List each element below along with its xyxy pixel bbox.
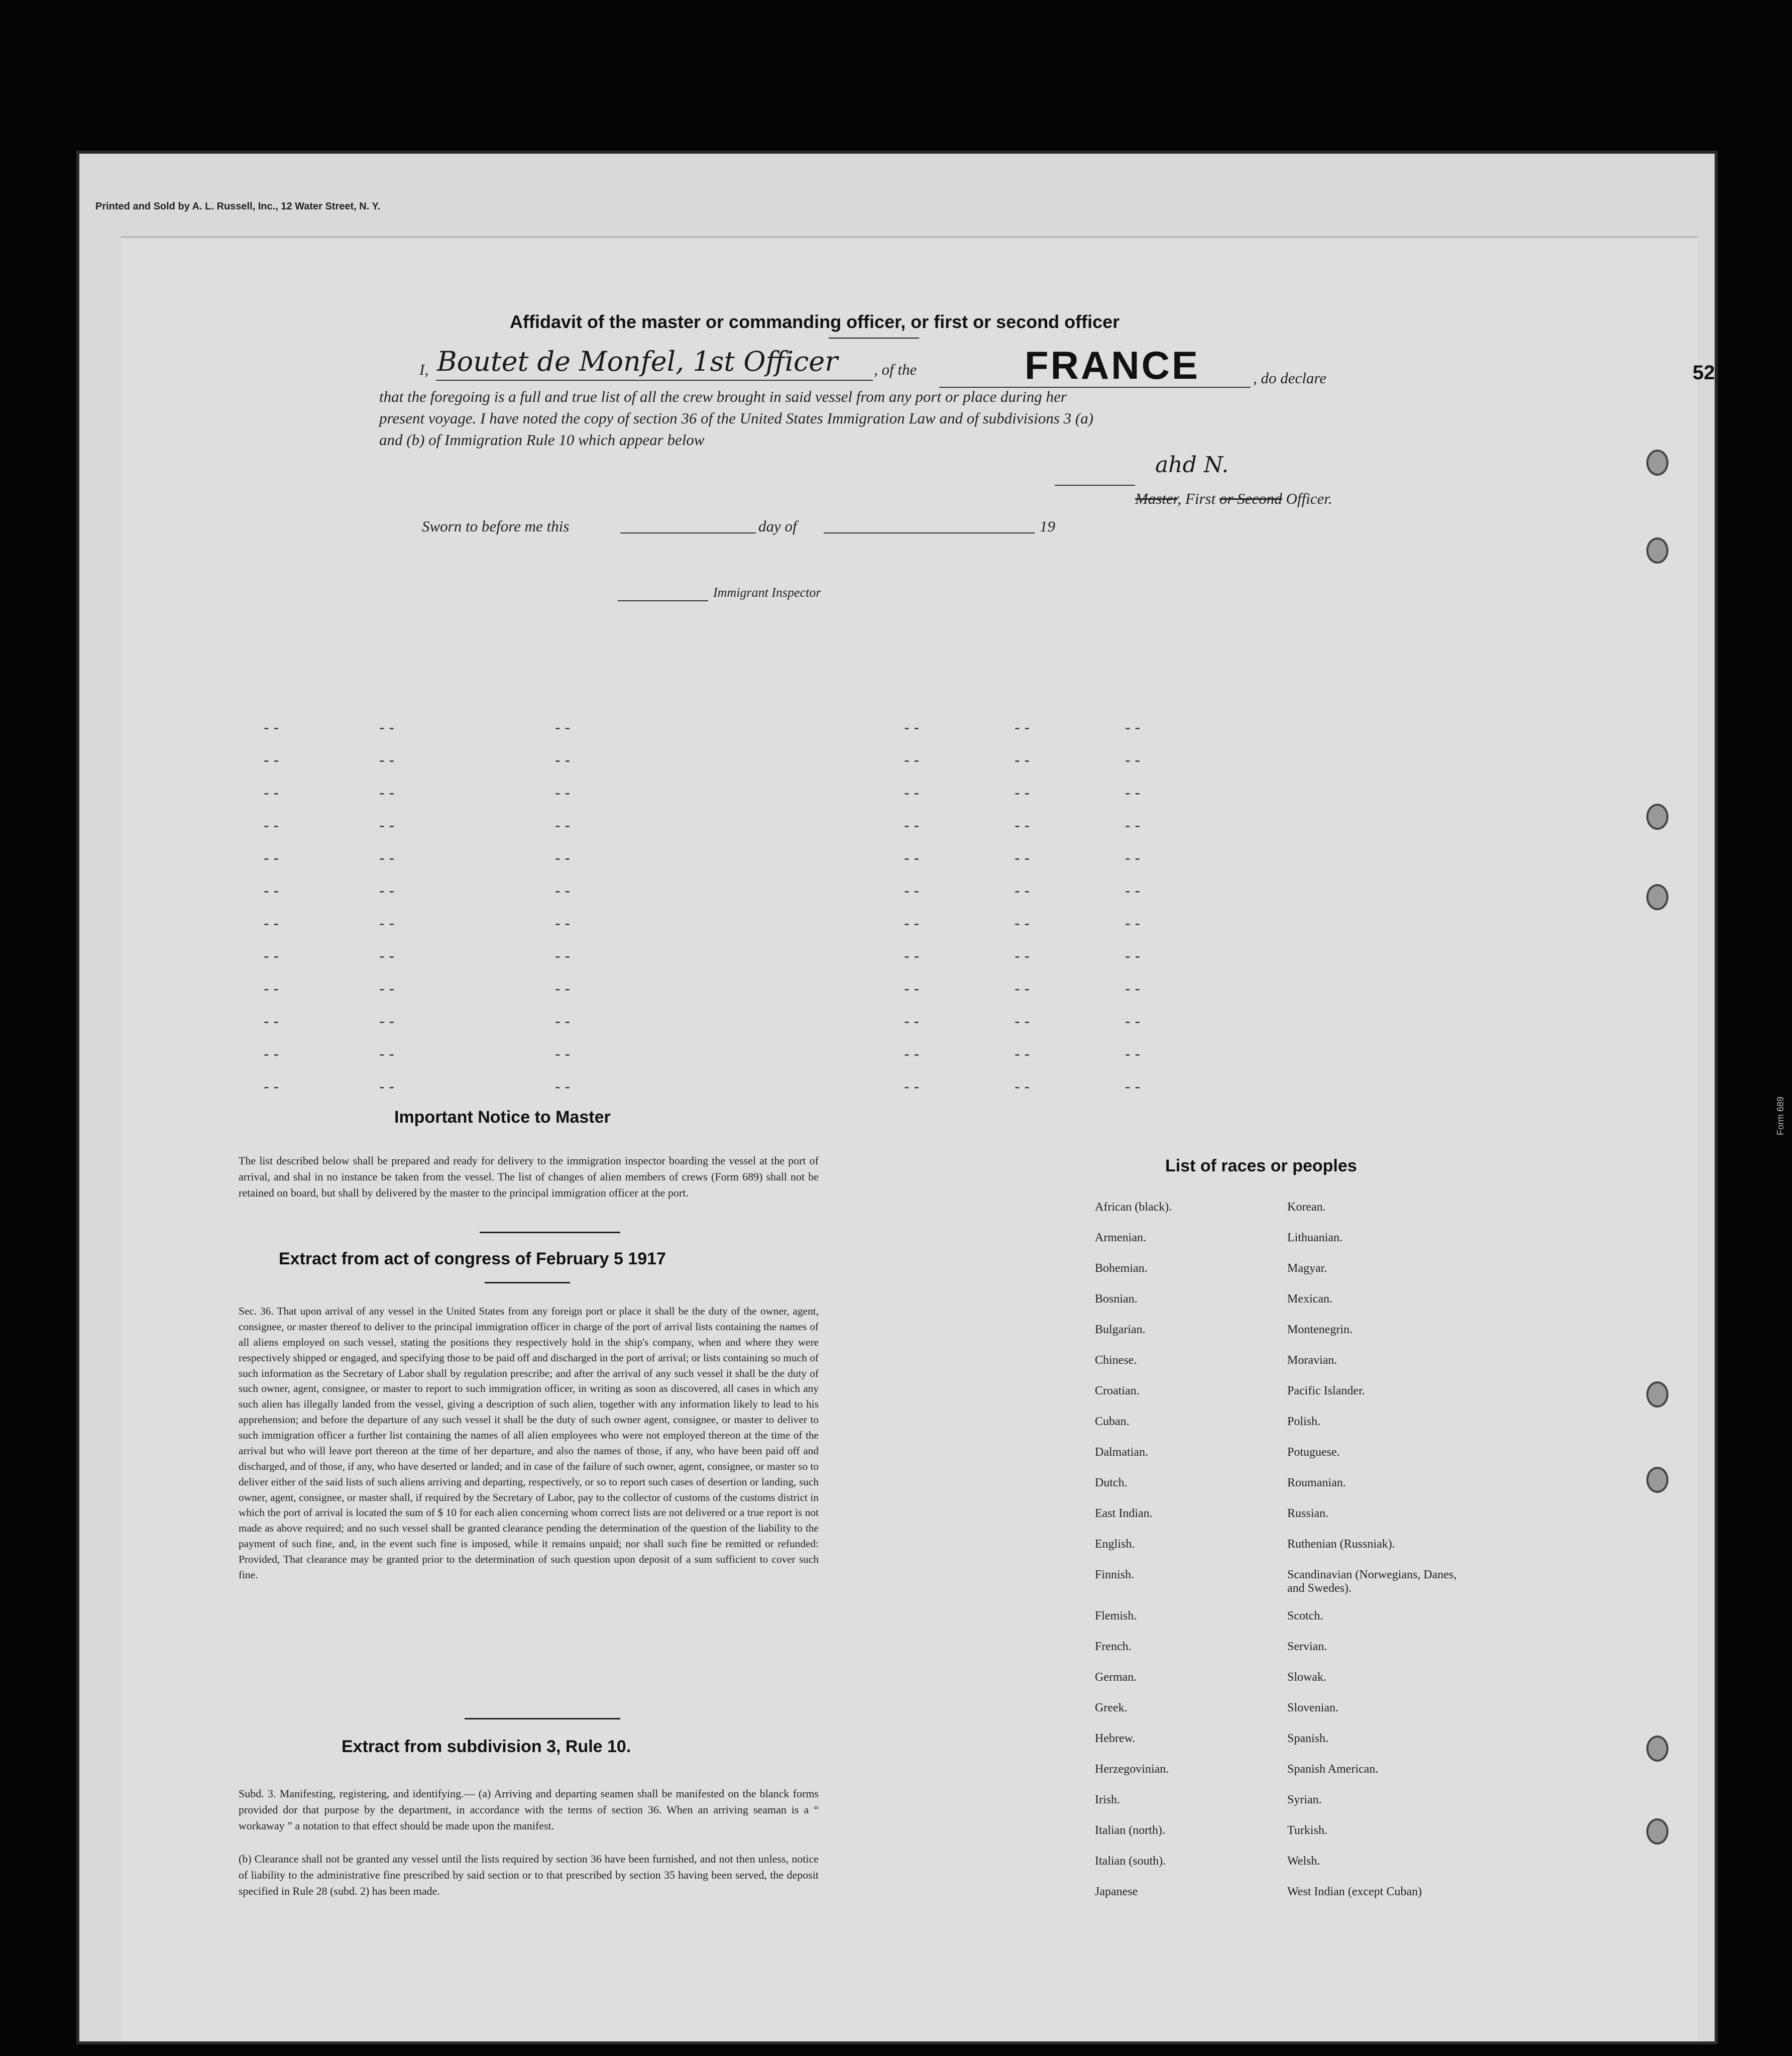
dash-mark: - - — [555, 947, 571, 965]
of-the-text: , of the — [874, 361, 917, 378]
race-item: Servian. — [1287, 1640, 1327, 1653]
dash-mark: - - — [264, 849, 279, 867]
race-item: Welsh. — [1287, 1855, 1320, 1868]
dash-mark: - - — [904, 849, 920, 867]
race-item: Bulgarian. — [1095, 1323, 1146, 1336]
dash-mark: - - — [379, 1045, 395, 1063]
punch-hole-7 — [1646, 1736, 1668, 1762]
race-item: Scandinavian (Norwegians, Danes, and Swedes). — [1287, 1568, 1457, 1595]
dash-mark: - - — [1125, 1077, 1141, 1096]
dash-mark: - - — [379, 980, 395, 998]
dash-mark: - - — [264, 1077, 279, 1096]
notice-text: The list described below shall be prepared and ready for delivery to the immigration inspector boarding the vessel at the port of arrival, and shal in no instance be taken from the vessel. The list of changes of alien members of crews (Form 689) shall not be retained on board, but shall by delivered by the master to the principal immigration officer at the port. — [239, 1154, 819, 1199]
dash-mark: - - — [1125, 751, 1141, 769]
race-item: Turkish. — [1287, 1824, 1327, 1837]
punch-hole-4 — [1646, 884, 1668, 910]
extract-act-title: Extract from act of congress of February 5 1917 — [279, 1249, 666, 1268]
dash-mark: - - — [904, 816, 920, 834]
dash-mark: - - — [379, 1077, 395, 1096]
dash-mark: - - — [379, 947, 395, 965]
title-rule — [829, 338, 919, 339]
dash-mark: - - — [264, 914, 279, 932]
dash-mark: - - — [1125, 1012, 1141, 1030]
dash-mark: - - — [1015, 718, 1030, 736]
affidavit-title: Affidavit of the master or commanding officer, or first or second officer — [510, 311, 1120, 332]
race-item: Italian (north). — [1095, 1824, 1165, 1837]
punch-hole-5 — [1646, 1381, 1668, 1408]
dash-mark: - - — [555, 1077, 571, 1096]
dash-mark: - - — [904, 718, 920, 736]
dash-mark: - - — [1015, 882, 1030, 900]
race-item: African (black). — [1095, 1201, 1172, 1214]
dash-mark: - - — [379, 882, 395, 900]
race-item: Bosnian. — [1095, 1292, 1138, 1306]
officer-name: Boutet de Monfel, 1st Officer — [437, 346, 838, 377]
race-item: East Indian. — [1095, 1507, 1153, 1520]
dash-mark: - - — [379, 751, 395, 769]
race-item: Herzegovinian. — [1095, 1763, 1169, 1776]
dash-mark: - - — [264, 784, 279, 802]
dash-mark: - - — [264, 751, 279, 769]
dash-mark: - - — [1125, 914, 1141, 932]
race-item: Korean. — [1287, 1201, 1326, 1214]
dash-mark: - - — [904, 947, 920, 965]
race-item: Chinese. — [1095, 1354, 1137, 1367]
dash-mark: - - — [379, 816, 395, 834]
race-item: Ruthenian (Russniak). — [1287, 1538, 1395, 1551]
vessel-name: FRANCE — [1025, 343, 1200, 387]
dash-mark: - - — [555, 1045, 571, 1063]
race-item: Dalmatian. — [1095, 1446, 1148, 1459]
punch-hole-2 — [1646, 537, 1668, 564]
dash-mark: - - — [1125, 980, 1141, 998]
affidavit-line-3: present voyage. I have noted the copy of section 36 of the United States Immigration Law and of subdivisions 3 (a) — [379, 409, 1094, 427]
dash-mark: - - — [555, 849, 571, 867]
races-title: List of races or peoples — [1165, 1156, 1357, 1175]
affidavit-page — [121, 236, 1698, 2041]
rule-separator — [465, 1718, 620, 1719]
race-item: Spanish American. — [1287, 1763, 1379, 1776]
extract-rule-para-1: Subd. 3. Manifesting, registering, and identifying.— (a) Arriving and departing seamen shall be manifested on the blanck forms provided dor that purpose by the department, in accordance with the terms of section 36. When an arriving seaman is a “ workaway ” a notation to that effect should be made upon the manifest. — [239, 1787, 819, 1832]
do-declare-text: , do declare — [1253, 369, 1327, 387]
race-item: Montenegrin. — [1287, 1323, 1353, 1336]
race-item: Slovenian. — [1287, 1701, 1338, 1714]
dash-mark: - - — [1015, 751, 1030, 769]
dash-mark: - - — [1015, 816, 1030, 834]
dash-mark: - - — [904, 751, 920, 769]
race-item: Bohemian. — [1095, 1262, 1148, 1275]
page-number: 52 — [1693, 362, 1715, 384]
dash-mark: - - — [904, 1045, 920, 1063]
inspector-text: Immigrant Inspector — [713, 585, 821, 600]
dash-mark: - - — [264, 816, 279, 834]
dash-mark: - - — [555, 784, 571, 802]
dash-mark: - - — [1125, 816, 1141, 834]
printer-line: Printed and Sold by A. L. Russell, Inc., 12 Water Street, N. Y. — [95, 201, 381, 212]
dash-mark: - - — [1015, 1045, 1030, 1063]
race-item: Spanish. — [1287, 1732, 1329, 1745]
inspector-line — [618, 600, 708, 601]
race-item: Japanese — [1095, 1885, 1138, 1898]
dash-mark: - - — [1015, 947, 1030, 965]
dash-mark: - - — [1015, 914, 1030, 932]
form-label: Form 689 — [1775, 1096, 1785, 1135]
extract-act-rule — [485, 1282, 570, 1283]
dash-mark: - - — [1015, 980, 1030, 998]
race-item: Hebrew. — [1095, 1732, 1136, 1745]
dash-mark: - - — [264, 1045, 279, 1063]
dash-mark: - - — [904, 980, 920, 998]
dash-mark: - - — [1015, 1077, 1030, 1096]
dash-mark: - - — [379, 849, 395, 867]
dash-mark: - - — [1015, 1012, 1030, 1030]
dash-mark: - - — [379, 914, 395, 932]
punch-hole-6 — [1646, 1467, 1668, 1493]
race-item: Cuban. — [1095, 1415, 1130, 1428]
dash-mark: - - — [555, 751, 571, 769]
race-item: Roumanian. — [1287, 1476, 1346, 1489]
race-item: Flemish. — [1095, 1609, 1137, 1622]
dash-mark: - - — [555, 882, 571, 900]
dash-mark: - - — [1015, 849, 1030, 867]
dash-mark: - - — [264, 882, 279, 900]
signature-line — [1055, 485, 1135, 486]
dash-mark: - - — [555, 1012, 571, 1030]
race-item: Armenian. — [1095, 1231, 1146, 1244]
affidavit-line-4: and (b) of Immigration Rule 10 which appear below — [379, 431, 705, 449]
dash-mark: - - — [1125, 784, 1141, 802]
dash-mark: - - — [1125, 718, 1141, 736]
dash-mark: - - — [379, 1012, 395, 1030]
extract-act-text: Sec. 36. That upon arrival of any vessel in the United States from any foreign port or place it shall be the duty of the owner, agent, consignee, or master thereof to deliver to the principal immigration officer in charge of the port of arrival lists containing the names of all aliens employed on such vessel, stating the positions they respectively hold in the ship's company, when and where they were respectively shipped or engaged, and specifying those to be paid off and discharged in the port of arrival; or lists containing so much of such information as the Secretary of Labor shall by regulation prescribe; and after the arrival of any such vessel it shall be the duty of such owner, agent, consignee, or master to report to such immigration officer, in writing as soon as discovered, all cases in which any such alien has illegally landed from the vessel, giving a description of such alien, together with any information likely to lead to his apprehension; and before the departure of any such vessel it shall be the duty of such owner agent, consignee, or master to deliver to such immigration officer a further list containing the names of all alien employees who were not employed thereon at the time of the arrival but who will leave port thereon at the time of her departure, and also the names of those, if any, who have been paid off and discharged, and of those, if any, who have deserted or landed; and in case of the failure of such owner, agent, consignee, or master so to deliver either of the said lists of such aliens arriving and departing, respectively, or so to report such cases of desertion or landing, such owner, agent, consignee, or master shall, if required by the Secretary of Labor, pay to the collector of customs of the customs district in which the port of arrival is located the sum of $ 10 for each alien concerning whom correct lists are not delivered or a true report is not made as above required; and no such vessel shall be granted clearance pending the determination of the question of the liability to the payment of such fine, and, in the event such fine is imposed, while it remains unpaid; nor shall such fine be remitted or refunded: Provided, That clearance may be granted prior to the determination of such question upon deposit of a sum sufficient to cover such fine. — [239, 1305, 819, 1581]
dash-mark: - - — [1125, 947, 1141, 965]
dash-mark: - - — [555, 718, 571, 736]
sworn-month-line — [824, 532, 1035, 533]
race-item: French. — [1095, 1640, 1132, 1653]
officer-signature: ahd N. — [1155, 452, 1229, 478]
race-item: Finnish. — [1095, 1568, 1135, 1581]
affidavit-line-2: that the foregoing is a full and true list of all the crew brought in said vessel from any port or place during her — [379, 388, 1067, 405]
affidavit-pronoun: I, — [419, 361, 429, 378]
officer-title — [1135, 490, 1332, 508]
race-item: Lithuanian. — [1287, 1231, 1342, 1244]
dash-mark: - - — [264, 947, 279, 965]
race-item: Irish. — [1095, 1793, 1120, 1806]
dash-mark: - - — [555, 914, 571, 932]
race-item: Dutch. — [1095, 1476, 1128, 1489]
dash-mark: - - — [904, 882, 920, 900]
day-of-text: day of — [758, 517, 797, 535]
dash-mark: - - — [555, 816, 571, 834]
dash-mark: - - — [904, 1077, 920, 1096]
race-item: Scotch. — [1287, 1609, 1323, 1622]
dash-mark: - - — [379, 718, 395, 736]
dash-mark: - - — [1125, 882, 1141, 900]
dash-mark: - - — [264, 718, 279, 736]
notice-rule — [480, 1232, 620, 1233]
dash-mark: - - — [1125, 1045, 1141, 1063]
officer-title-first: , First — [1177, 490, 1216, 507]
race-item: Italian (south). — [1095, 1855, 1166, 1868]
race-item: Polish. — [1287, 1415, 1321, 1428]
bleed-through-header — [131, 251, 171, 297]
race-item: Moravian. — [1287, 1354, 1337, 1367]
dash-mark: - - — [379, 784, 395, 802]
dash-mark: - - — [555, 980, 571, 998]
race-item: Syrian. — [1287, 1793, 1322, 1806]
officer-title-second: or Second — [1219, 490, 1282, 507]
year-text: 19 — [1040, 517, 1055, 535]
race-item: Slowak. — [1287, 1671, 1326, 1684]
dash-mark: - - — [264, 1012, 279, 1030]
race-item: Magyar. — [1287, 1262, 1327, 1275]
dash-mark: - - — [904, 784, 920, 802]
extract-rule-para-2: (b) Clearance shall not be granted any vessel until the lists required by section 36 have been furnished, and not then unless, notice of liability to the administrative fine prescribed by said section or to that prescribed by section 35 having been served, the deposit specified in Rule 28 (subd. 2) has been made. — [239, 1853, 819, 1897]
race-item: German. — [1095, 1671, 1137, 1684]
punch-hole-1 — [1646, 450, 1668, 476]
sworn-day-line — [620, 532, 756, 533]
punch-hole-8 — [1646, 1818, 1668, 1845]
race-item: English. — [1095, 1538, 1135, 1551]
dash-mark: - - — [1015, 784, 1030, 802]
sworn-text: Sworn to before me this — [422, 517, 570, 535]
race-item: Russian. — [1287, 1507, 1329, 1520]
notice-title: Important Notice to Master — [394, 1108, 611, 1127]
officer-title-master: Master — [1135, 490, 1178, 507]
extract-rule-title: Extract from subdivision 3, Rule 10. — [342, 1737, 631, 1756]
race-item: Potuguese. — [1287, 1446, 1340, 1459]
race-item: West Indian (except Cuban) — [1287, 1885, 1422, 1898]
race-item: Greek. — [1095, 1701, 1128, 1714]
race-item: Croatian. — [1095, 1384, 1140, 1397]
race-item: Mexican. — [1287, 1292, 1332, 1306]
officer-title-officer: Officer. — [1286, 490, 1332, 507]
race-item: Pacific Islander. — [1287, 1384, 1365, 1397]
officer-name-line — [436, 380, 873, 381]
dash-mark: - - — [904, 914, 920, 932]
punch-hole-3 — [1646, 804, 1668, 830]
dash-mark: - - — [264, 980, 279, 998]
dash-mark: - - — [1125, 849, 1141, 867]
dash-mark: - - — [904, 1012, 920, 1030]
